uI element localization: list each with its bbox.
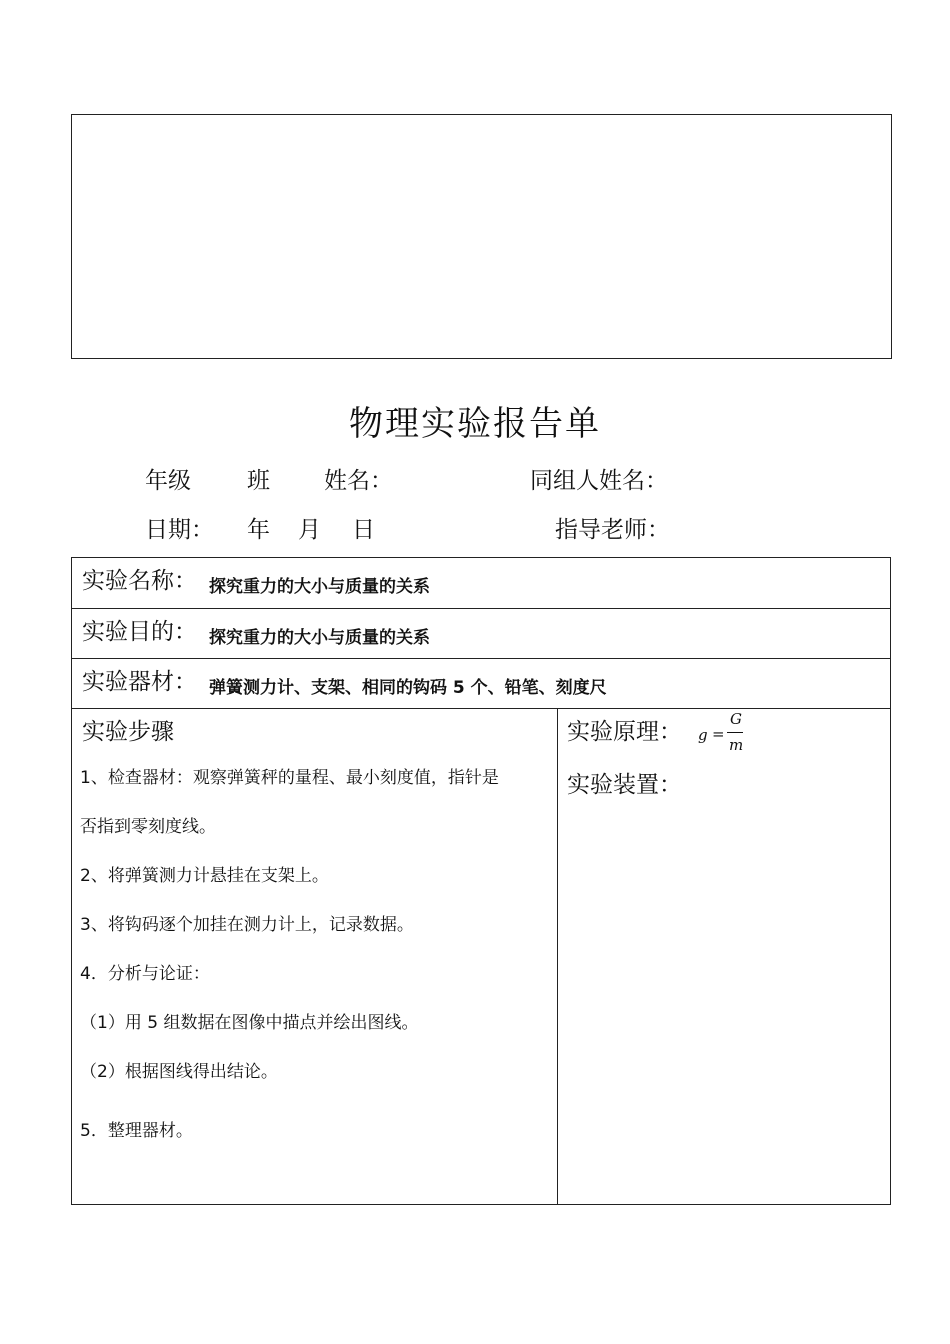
- experiment-name-row: [72, 558, 890, 609]
- row-label: 实验器材：: [82, 669, 197, 695]
- name-label: 姓名：: [324, 468, 393, 494]
- principle-label: 实验原理：: [567, 719, 682, 745]
- row-value: 弹簧测力计、支架、相同的钩码 5 个、铅笔、刻度尺: [209, 678, 607, 698]
- day-label: 日: [352, 517, 375, 543]
- step-line: 1、检查器材：观察弹簧秤的量程、最小刻度值，指针是: [80, 768, 499, 788]
- report-table: [71, 557, 891, 1205]
- row-label: 实验目的：: [82, 619, 197, 645]
- month-label: 月: [298, 517, 321, 543]
- formula-denominator: m: [729, 736, 744, 754]
- page-title: 物理实验报告单: [349, 404, 601, 444]
- step-line: 4．分析与论证：: [80, 964, 210, 984]
- formula-equals: =: [712, 725, 725, 743]
- formula-lhs: g: [698, 726, 708, 744]
- grade-label: 年级: [145, 468, 191, 494]
- row-label: 实验名称：: [82, 568, 197, 594]
- group-members-label: 同组人姓名：: [530, 468, 668, 494]
- class-label: 班: [247, 468, 270, 494]
- fraction-bar: [727, 732, 743, 733]
- apparatus-label: 实验装置：: [567, 772, 682, 798]
- row-value: 探究重力的大小与质量的关系: [209, 577, 430, 597]
- teacher-label: 指导老师：: [555, 517, 670, 543]
- row-value: 探究重力的大小与质量的关系: [209, 628, 430, 648]
- step-line: 5．整理器材。: [80, 1121, 193, 1141]
- step-line: （1）用 5 组数据在图像中描点并绘出图线。: [80, 1013, 419, 1033]
- step-line: （2）根据图线得出结论。: [80, 1062, 278, 1082]
- steps-heading: 实验步骤: [82, 719, 174, 745]
- formula-numerator: G: [730, 710, 742, 728]
- year-label: 年: [247, 517, 270, 543]
- blank-header-box: [71, 114, 892, 359]
- column-divider: [557, 709, 558, 1205]
- step-line: 3、将钩码逐个加挂在测力计上，记录数据。: [80, 915, 414, 935]
- date-label: 日期：: [145, 517, 214, 543]
- equipment-row: [72, 659, 890, 709]
- step-line: 否指到零刻度线。: [80, 817, 216, 837]
- experiment-purpose-row: [72, 609, 890, 659]
- step-line: 2、将弹簧测力计悬挂在支架上。: [80, 866, 329, 886]
